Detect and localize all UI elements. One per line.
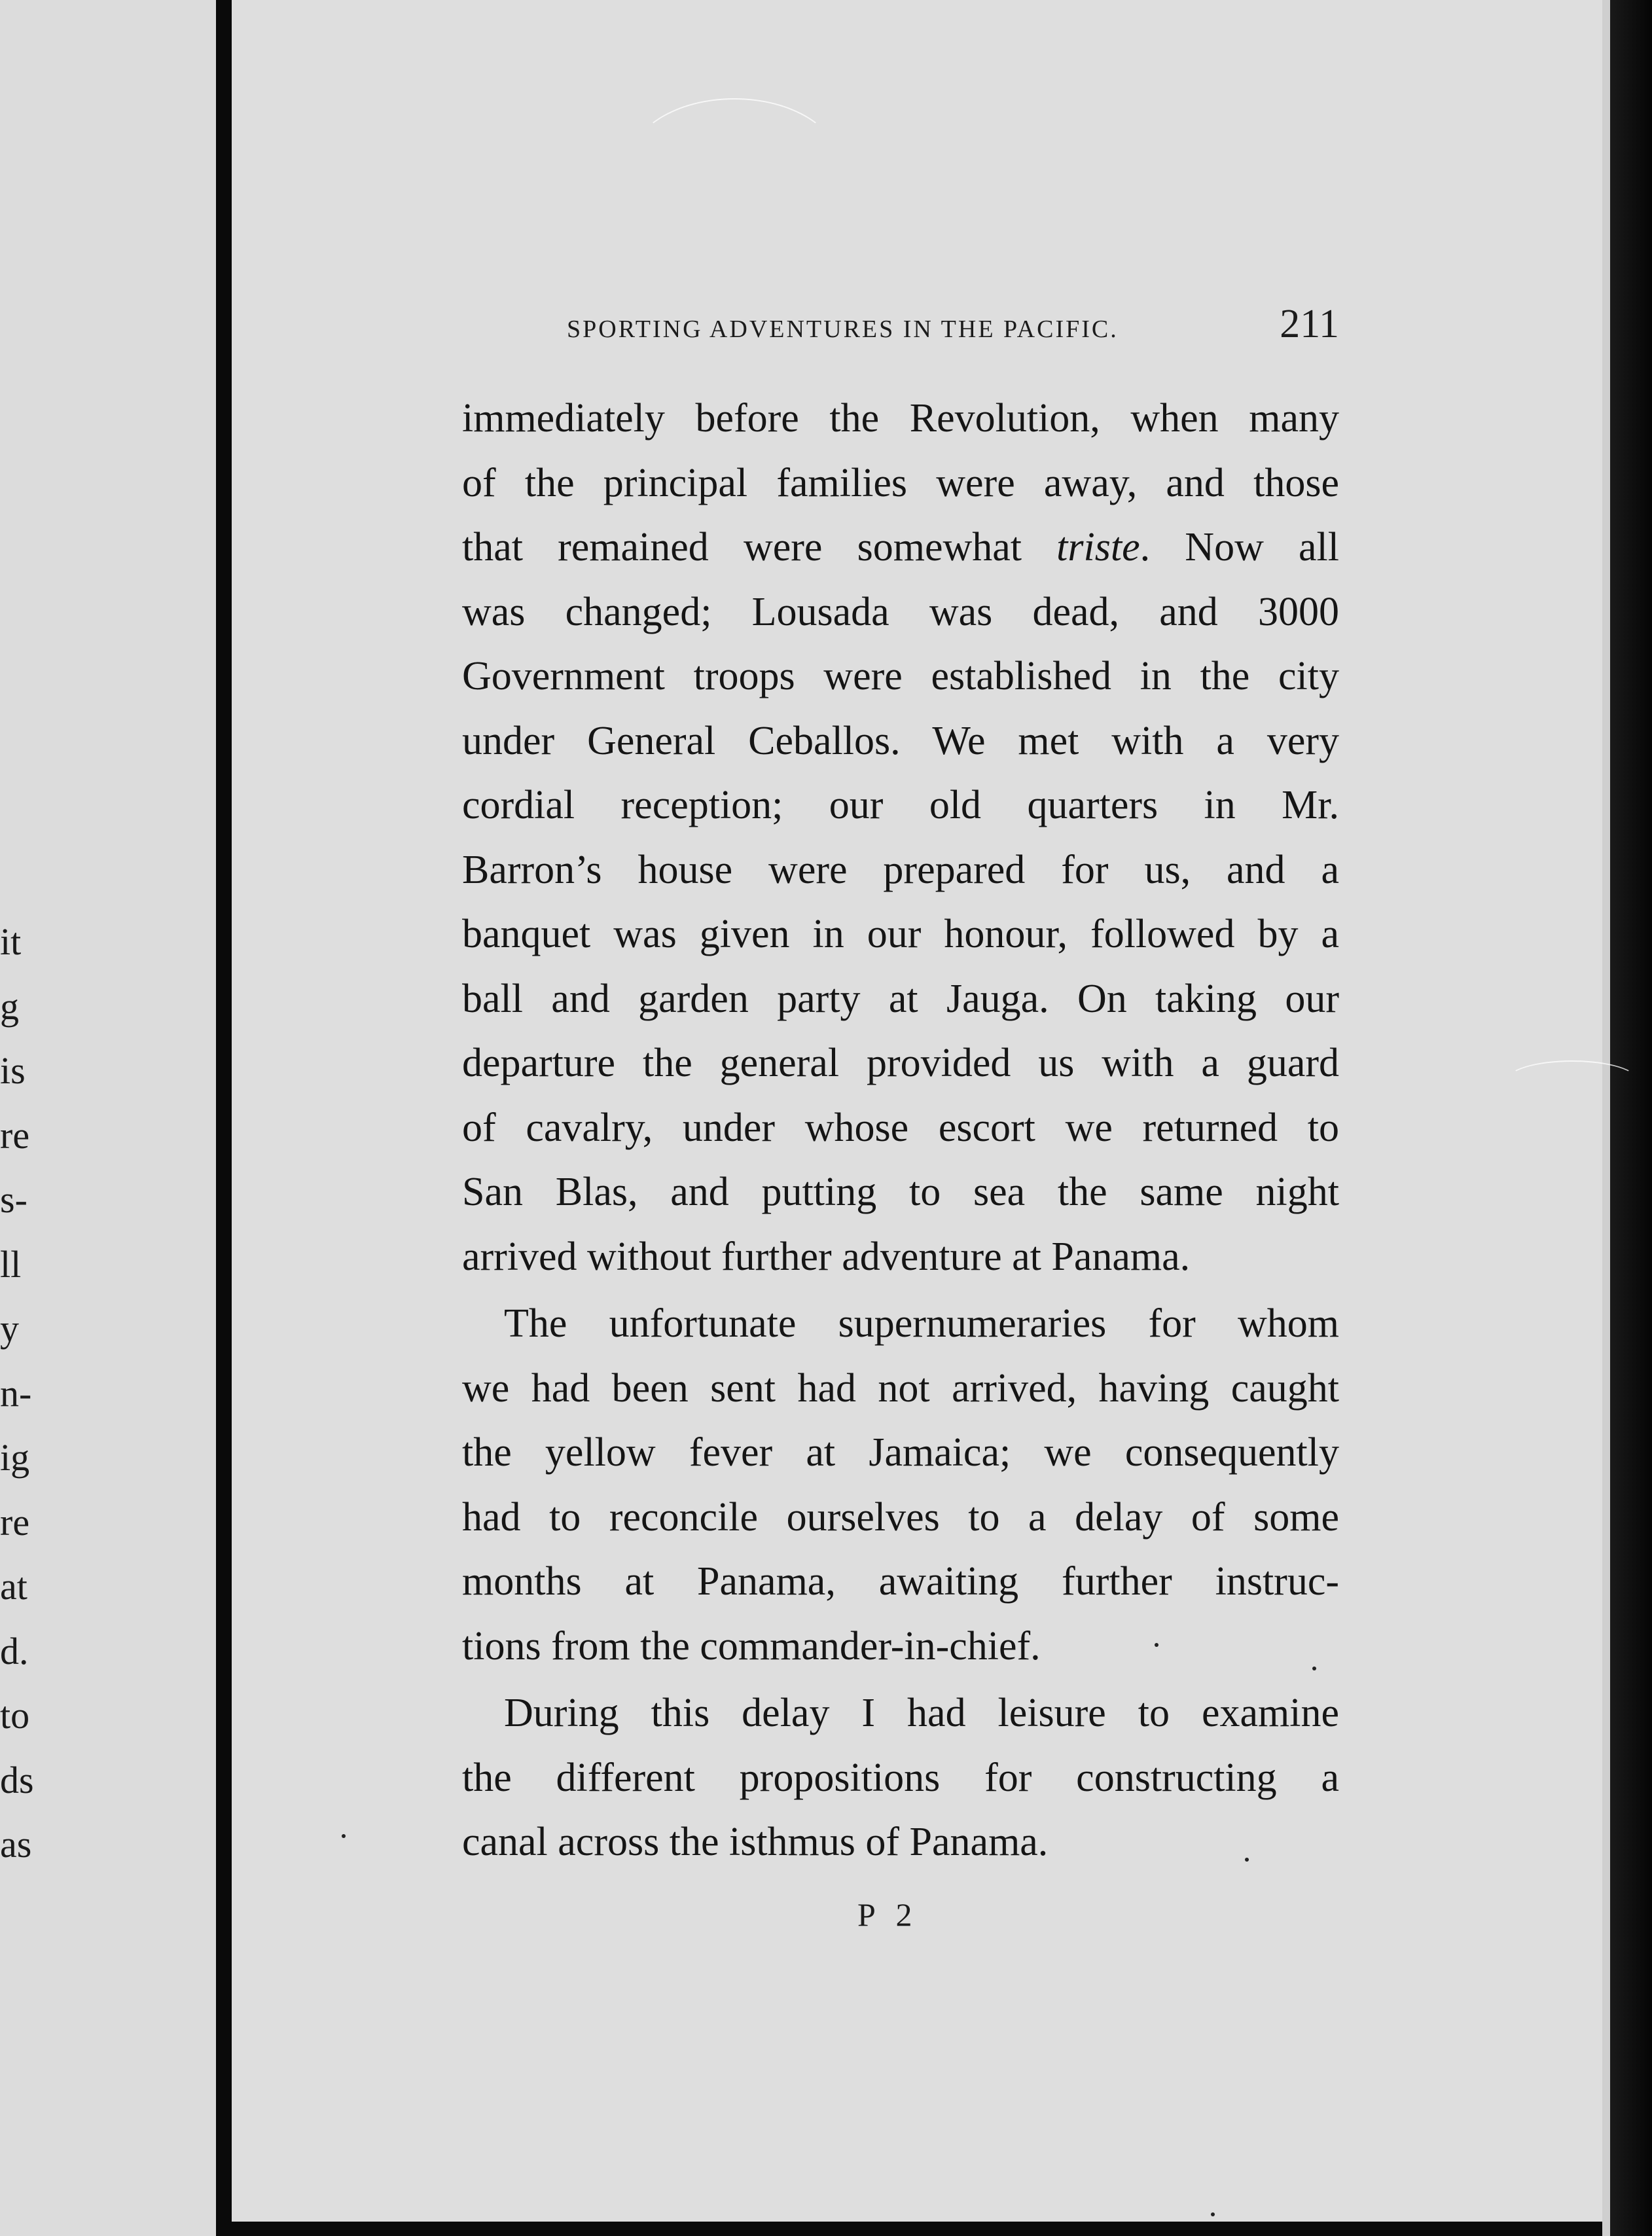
facing-page-fragment: ig bbox=[0, 1436, 30, 1479]
scan-speck bbox=[1211, 2212, 1215, 2216]
page-edge bbox=[1602, 0, 1652, 2236]
text-line: During this delay I had leisure to examine bbox=[504, 1691, 1339, 1735]
facing-page-fragment: at bbox=[0, 1565, 27, 1608]
text-line: of cavalry, under whose escort we returned to bbox=[462, 1105, 1339, 1150]
facing-page-fragment: is bbox=[0, 1049, 26, 1092]
facing-page-fragment: re bbox=[0, 1113, 30, 1157]
facing-page-fragment: g bbox=[0, 984, 19, 1028]
facing-page-fragment: s- bbox=[0, 1178, 27, 1221]
text-line: arrived without further adventure at Panama. bbox=[462, 1234, 1191, 1279]
text-line: Government troops were established in the city bbox=[462, 654, 1339, 698]
scan-border bbox=[232, 2222, 1602, 2236]
facing-page-fragment: re bbox=[0, 1500, 30, 1543]
text-line: canal across the isthmus of Panama. bbox=[462, 1820, 1049, 1864]
facing-page-fragment: ll bbox=[0, 1242, 22, 1286]
text-line: the yellow fever at Jamaica; we consequently bbox=[462, 1430, 1339, 1475]
signature-mark: P 2 bbox=[857, 1896, 919, 1933]
running-title: SPORTING ADVENTURES IN THE PACIFIC. bbox=[567, 316, 1119, 343]
running-head bbox=[567, 301, 1339, 348]
text-line: ball and garden party at Jauga. On taking our bbox=[462, 976, 1339, 1021]
scan-speck bbox=[1312, 1667, 1316, 1670]
facing-page-fragment: n- bbox=[0, 1371, 32, 1415]
paragraph bbox=[462, 386, 1339, 1289]
text-line: cordial reception; our old quarters in Mr. bbox=[462, 783, 1339, 827]
text-line: under General Ceballos. We met with a very bbox=[462, 718, 1339, 763]
text-line: departure the general provided us with a guard bbox=[462, 1041, 1339, 1085]
text-line: Barron’s house were prepared for us, and a bbox=[462, 847, 1339, 892]
text-line: was changed; Lousada was dead, and 3000 bbox=[462, 589, 1339, 634]
paragraph bbox=[462, 1291, 1339, 1678]
book-gutter bbox=[216, 0, 232, 2236]
facing-page-fragment: d. bbox=[0, 1629, 29, 1672]
facing-page-fragment: as bbox=[0, 1823, 32, 1866]
paragraph bbox=[462, 1681, 1339, 1875]
scan-scratch bbox=[628, 98, 840, 232]
body-text bbox=[462, 386, 1339, 1875]
scan-speck bbox=[1155, 1643, 1158, 1647]
scan-speck bbox=[1245, 1858, 1249, 1862]
text-line: banquet was given in our honour, followed by a bbox=[462, 912, 1339, 956]
facing-page bbox=[0, 0, 216, 2236]
text-line: immediately before the Revolution, when many bbox=[462, 396, 1339, 441]
text-line: had to reconcile ourselves to a delay of some bbox=[462, 1494, 1339, 1540]
facing-page-fragment: to bbox=[0, 1694, 30, 1737]
facing-page-fragment: y bbox=[0, 1307, 19, 1350]
facing-page-fragment: it bbox=[0, 920, 22, 963]
text-line: the different propositions for constructing a bbox=[462, 1755, 1339, 1800]
text-line: we had been sent had not arrived, having caught bbox=[462, 1365, 1339, 1411]
facing-page-fragment: ds bbox=[0, 1758, 34, 1801]
scan-speck bbox=[342, 1834, 346, 1838]
text-line: of the principal families were away, and those bbox=[462, 460, 1339, 505]
text-line: tions from the commander-in-chief. bbox=[462, 1623, 1041, 1668]
text-line: that remained were somewhat triste. Now all bbox=[462, 525, 1339, 569]
page-number: 211 bbox=[1280, 302, 1339, 346]
scan-scratch bbox=[1505, 1060, 1639, 1102]
text-line: The unfortunate supernumeraries for whom bbox=[504, 1301, 1339, 1346]
text-line: San Blas, and putting to sea the same night bbox=[462, 1170, 1339, 1214]
text-line: months at Panama, awaiting further instruc- bbox=[462, 1559, 1339, 1604]
